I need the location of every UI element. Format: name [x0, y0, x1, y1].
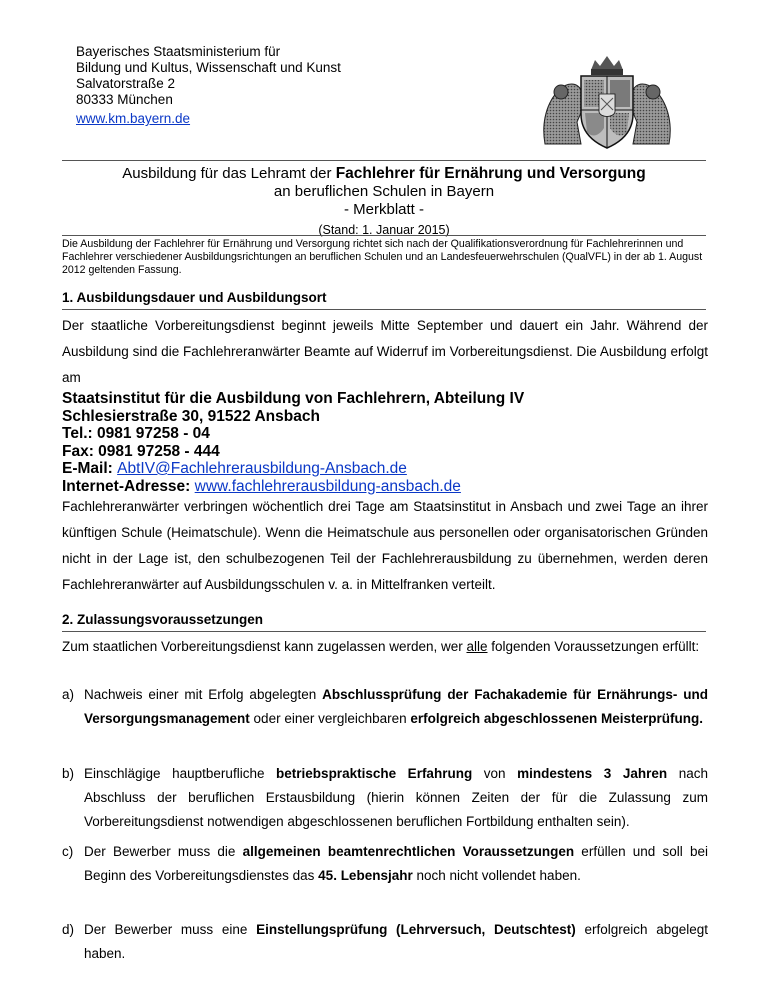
- req-a-bold2: erfolgreich abgeschlossenen Meisterprüfung.: [410, 711, 703, 726]
- ministry-address: [76, 44, 341, 127]
- intro-text-b: folgenden Voraussetzungen erfüllt:: [487, 639, 700, 654]
- intro-paragraph: Die Ausbildung der Fachlehrer für Ernährung und Versorgung richtet sich nach der Qualifikationsverordnung für Fachlehrerinnen und Fachlehrer verschiedener Ausbildungsrichtungen an beruflichen Schulen und an Landesfeuerwehrschulen (QualVFL) in der ab 1. August 2012 geltenden Fassung.: [62, 238, 703, 276]
- institute-fax: Fax: 0981 97258 - 444: [62, 442, 220, 460]
- req-d-text2: erfolgreich abgelegt haben.: [84, 922, 708, 961]
- section-1-rule: [62, 309, 706, 310]
- req-b-text1: Einschlägige hauptberufliche: [84, 766, 277, 781]
- req-b-text3: nach Abschluss der beruflichen Erstausbildung (hierin können Zeiten der für die Zulassung zum Vorbereitungsdienst notwendigen abgeschlossenen beruflichen Fortbildung enthalten sein).: [84, 766, 708, 829]
- req-b-bold2: mindestens 3 Jahren: [517, 766, 668, 781]
- title-prefix: Ausbildung für das Lehramt der: [122, 165, 336, 182]
- institute-tel: Tel.: 0981 97258 - 04: [62, 425, 210, 442]
- requirement-b: [62, 762, 708, 834]
- req-c-text2: erfüllen und soll bei Beginn des Vorbereitungsdienstes das: [84, 844, 708, 883]
- req-a-text2: oder einer vergleichbaren: [249, 711, 411, 726]
- req-c-text1: Der Bewerber muss die: [84, 844, 243, 859]
- intro-text-a: Zum staatlichen Vorbereitungsdienst kann zugelassen werden, wer: [62, 639, 467, 654]
- institute-website-link[interactable]: www.fachlehrerausbildung-ansbach.de: [194, 477, 461, 495]
- section-1-paragraph-2: Fachlehreranwärter verbringen wöchentlich drei Tage am Staatsinstitut in Ansbach und zwei Tage an ihrer künftigen Schule (Heimatschule). Wenn die Heimatschule aus personellen oder organisatorischen Gründen nicht in der Lage ist, den schulbezogenen Teil der Fachlehrerausbildung zu übernehmen, werden deren Fachlehreranwärter auf Ausbildungsschulen v. a. in Mittelfranken verteilt.: [62, 499, 708, 592]
- req-a-text1: Nachweis einer mit Erfolg abgelegten: [84, 687, 323, 702]
- req-c-text3: noch nicht vollendet haben.: [412, 868, 581, 883]
- title-merkblatt: - Merkblatt -: [343, 201, 424, 218]
- institute-contact: [62, 390, 524, 495]
- institute-address: Schlesierstraße 30, 91522 Ansbach: [62, 407, 320, 425]
- requirement-a-label: a): [62, 687, 75, 702]
- header-rule: [62, 160, 706, 161]
- req-b-bold1: betriebspraktische Erfahrung: [276, 766, 473, 781]
- title-stand-date: (Stand: 1. Januar 2015): [318, 223, 450, 237]
- intro-underlined: alle: [466, 639, 488, 654]
- req-c-bold1: allgemeinen beamtenrechtlichen Voraussetzungen: [242, 844, 575, 859]
- ministry-website-link[interactable]: www.km.bayern.de: [76, 111, 191, 126]
- bavarian-coat-of-arms-icon: [537, 52, 677, 152]
- req-b-text2: von: [472, 766, 518, 781]
- institute-name: Staatsinstitut für die Ausbildung von Fachlehrern, Abteilung IV: [62, 390, 525, 407]
- req-c-bold2: 45. Lebensjahr: [318, 868, 413, 883]
- section-2-rule: [62, 631, 706, 632]
- requirement-c: [62, 840, 708, 888]
- title-rule: [62, 235, 706, 236]
- title-highlight: Fachlehrer für Ernährung und Versorgung: [335, 165, 646, 182]
- requirement-d: [62, 918, 708, 966]
- web-label: Internet-Adresse:: [62, 477, 195, 495]
- ministry-city: 80333 München: [76, 92, 173, 107]
- document-title: [62, 165, 706, 239]
- ministry-name-line1: Bayerisches Staatsministerium für: [76, 44, 281, 59]
- req-d-bold1: Einstellungsprüfung (Lehrversuch, Deutschtest): [256, 922, 576, 937]
- req-a-bold1: Abschlussprüfung der Fachakademie für Ernährungs- und Versorgungsmanagement: [84, 687, 708, 726]
- section-2-heading: 2. Zulassungsvoraussetzungen: [62, 612, 264, 627]
- requirement-b-label: b): [62, 766, 75, 781]
- requirement-d-label: d): [62, 922, 75, 937]
- ministry-name-line2: Bildung und Kultus, Wissenschaft und Kunst: [76, 60, 341, 75]
- ministry-street: Salvatorstraße 2: [76, 76, 176, 91]
- section-1-paragraph: Der staatliche Vorbereitungsdienst beginnt jeweils Mitte September und dauert ein Jahr. Während der Ausbildung sind die Fachlehreranwärter Beamte auf Widerruf im Vorbereitungsdienst. Die Ausbildung erfolgt am: [62, 318, 708, 385]
- section-1-heading: 1. Ausbildungsdauer und Ausbildungsort: [62, 290, 327, 305]
- email-label: E-Mail:: [62, 460, 118, 477]
- section-2-intro: [62, 635, 708, 659]
- institute-email-link[interactable]: AbtIV@Fachlehrerausbildung-Ansbach.de: [117, 460, 407, 477]
- req-d-text1: Der Bewerber muss eine: [84, 922, 257, 937]
- title-subtitle: an beruflichen Schulen in Bayern: [273, 183, 495, 200]
- requirement-a: [62, 683, 708, 731]
- requirement-c-label: c): [62, 844, 74, 859]
